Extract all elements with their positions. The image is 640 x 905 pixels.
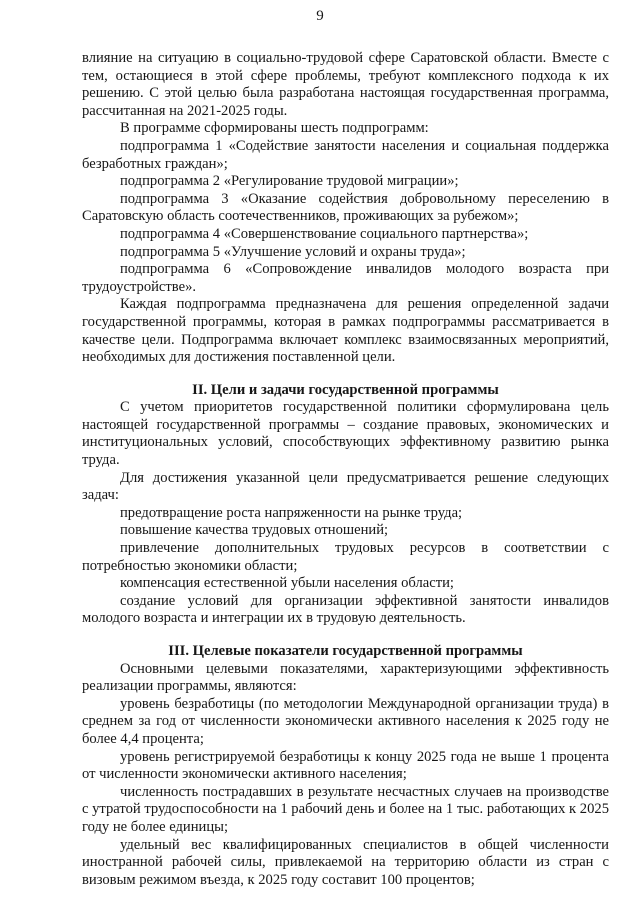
- subprogram-item: подпрограмма 1 «Содействие занятости населения и социальная поддержка безработных граждан»;: [82, 137, 609, 172]
- task-item: предотвращение роста напряженности на рынке труда;: [120, 504, 463, 521]
- subprogram-item: подпрограмма 2 «Регулирование трудовой миграции»;: [120, 173, 459, 190]
- paragraph: Для достижения указанной цели предусматривается решение следующих задач:: [82, 469, 609, 504]
- subprogram-item: подпрограмма 4 «Совершенствование социального партнерства»;: [120, 225, 529, 242]
- section-heading: II. Цели и задачи государственной программы: [192, 381, 499, 398]
- indicator-item: уровень регистрируемой безработицы к концу 2025 года не выше 1 процента от численности экономически активного населения;: [82, 748, 609, 783]
- subprogram-item: подпрограмма 6 «Сопровождение инвалидов молодого возраста при трудоустройстве».: [82, 261, 609, 295]
- paragraph: Основными целевыми показателями, характеризующими эффективность реализации программы, являются:: [82, 660, 609, 695]
- paragraph: В программе сформированы шесть подпрограмм:: [120, 120, 429, 137]
- indicator-item: уровень безработицы (по методологии Международной организации труда) в среднем за год от численности экономически активного населения к 2025 году не более 4,4 процента;: [82, 695, 609, 747]
- task-item: привлечение дополнительных трудовых ресурсов в соответствии с потребностью экономики области;: [82, 540, 609, 574]
- indicator-item: численность пострадавших в результате несчастных случаев на производстве с утратой трудоспособности на 1 рабочий день и более на 1 тыс. работающих к 2025 году не более единицы;: [82, 783, 609, 835]
- task-item: создание условий для организации эффективной занятости инвалидов молодого возраста и интеграции их в трудовую деятельность.: [82, 592, 609, 627]
- document-body: [82, 50, 609, 889]
- indicator-item: удельный вес квалифицированных специалистов в общей численности иностранной рабочей силы, привлекаемой на территорию области из стран с визовым режимом въезда, к 2025 году составит 100 процентов;: [82, 836, 609, 888]
- subprogram-item: подпрограмма 5 «Улучшение условий и охраны труда»;: [120, 243, 466, 260]
- page-number: 9: [316, 8, 324, 24]
- task-item: повышение качества трудовых отношений;: [120, 522, 389, 539]
- section-heading: III. Целевые показатели государственной программы: [168, 643, 523, 659]
- task-item: компенсация естественной убыли населения области;: [120, 575, 454, 592]
- paragraph: С учетом приоритетов государственной политики сформулирована цель настоящей государственной программы – создание правовых, экономических и институциональных условий, способствующих эффективному развитию рынка труда.: [82, 399, 609, 469]
- paragraph: Каждая подпрограмма предназначена для решения определенной задачи государственной программы, которая в рамках подпрограммы рассматривается в качестве цели. Подпрограмма включает комплекс взаимосвязанных мероприятий, необходимых для достижения поставленной цели.: [82, 296, 609, 366]
- subprogram-item: подпрограмма 3 «Оказание содействия добровольному переселению в Саратовскую область соотечественников, проживающих за рубежом»;: [82, 190, 609, 225]
- paragraph: влияние на ситуацию в социально-трудовой сфере Саратовской области. Вместе с тем, остающиеся в этой сфере проблемы, требуют комплексного подхода к их решению. С этой целью была разработана настоящая государственная программа, рассчитанная на 2021-2025 годы.: [82, 50, 609, 119]
